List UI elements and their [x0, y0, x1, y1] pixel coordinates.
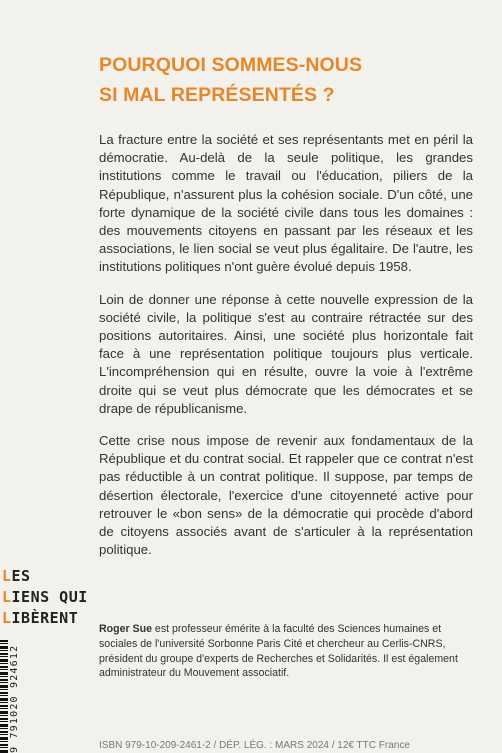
title-line-1: POURQUOI SOMMES-NOUS: [99, 54, 363, 76]
blurb-body: [99, 131, 473, 573]
logo-letter-1: L: [2, 567, 12, 585]
logo-text-3: IBÈRENT: [11, 609, 79, 627]
title-line-2: SI MAL REPRÉSENTÉS ?: [99, 84, 335, 106]
author-bio: [99, 622, 473, 681]
barcode: [0, 640, 18, 753]
blurb-paragraph-2: Loin de donner une réponse à cette nouvelle expression de la société civile, la politique s'est au contraire rétractée sur des positions autoritaires. Ainsi, une société plus horizontale fait face à une représentation politique toujours plus verticale. L'incompréhension qui en résulte, ouvre la voie à l'extrême droite qui se veut plus démocrate que les démocrates et se drape de républicanisme.: [99, 291, 473, 416]
barcode-number: 9 791020 924612: [9, 644, 20, 753]
publisher-logo: [2, 566, 86, 629]
blurb-paragraph-1: La fracture entre la société et ses représentants met en péril la démocratie. Au-delà de la seule politique, les grandes institutions comme le travail ou l'éducation, piliers de la République, n'assurent plus la cohésion sociale. D'un côté, une forte dynamique de la société civile dans tous les domaines : des mouvements citoyens en passant par les réseaux et les associations, le lien social se veut plus égalitaire. De l'autre, les institutions politiques n'ont guère évolué depuis 1958.: [99, 132, 473, 275]
blurb-paragraph-3: Cette crise nous impose de revenir aux fondamentaux de la République et du contrat social. Et rappeler que ce contrat n'est pas réductible à un contrat politique. Il suppose, par temps de désertion électorale, l'exercice d'une citoyenneté active pour retrouver le «bon sens» de la démocratie qui procède d'abord de citoyens associés avant de s'articuler à la représentation politique.: [99, 433, 473, 558]
back-cover-title: [99, 50, 479, 110]
logo-letter-3: L: [2, 609, 12, 627]
author-bio-text: est professeur émérite à la faculté des Sciences humaines et sociales de l'université Sorbonne Paris Cité et chercheur au Cerlis-CNRS, président du groupe d'experts de Recherches et Solidarités. Il est également administrateur du Mouvement associatif.: [99, 623, 458, 680]
publisher-logo-line-2: [2, 587, 86, 608]
logo-text-1: ES: [11, 567, 31, 585]
publisher-logo-line-1: [2, 566, 86, 587]
logo-letter-2: L: [2, 588, 12, 606]
author-name: Roger Sue: [99, 623, 152, 635]
barcode-bars: [0, 640, 8, 753]
isbn-price-line: ISBN 979-10-209-2461-2 / DÉP. LÉG. : MARS 2024 / 12€ TTC France: [99, 740, 410, 751]
publisher-logo-line-3: [2, 608, 86, 629]
logo-text-2: IENS QUI: [11, 588, 88, 606]
